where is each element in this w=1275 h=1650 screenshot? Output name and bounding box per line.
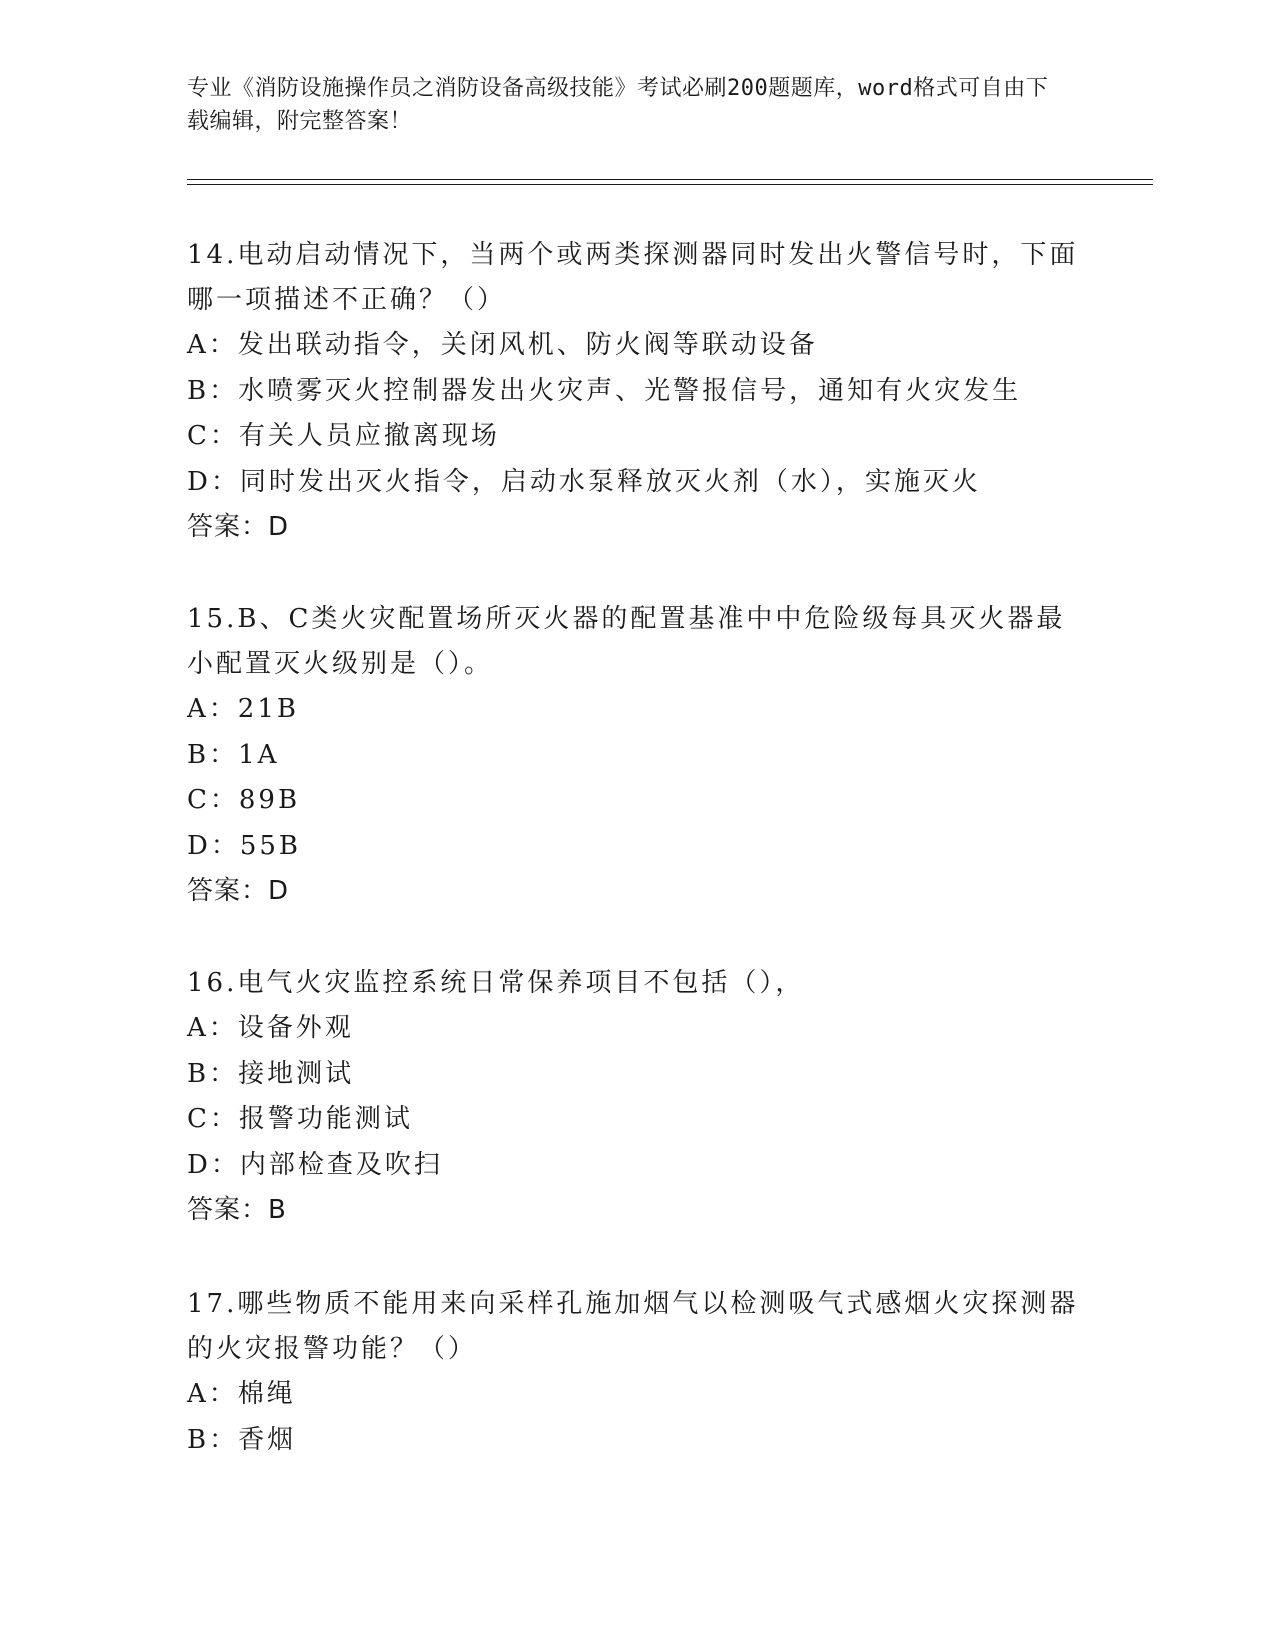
option-b: B：接地测试: [187, 1058, 355, 1089]
question-14: [187, 233, 1087, 550]
option-b: B：1A: [187, 739, 280, 770]
option-d: D：同时发出灭火指令，启动水泵释放灭火剂（水），实施灭火: [187, 466, 981, 497]
question-15: [187, 597, 1087, 914]
answer: 答案：D: [187, 512, 290, 542]
option-c: C：89B: [187, 785, 301, 815]
option-d: D：内部检查及吹扫: [187, 1149, 443, 1180]
option-d: D：55B: [187, 830, 302, 861]
question-16: [187, 961, 1087, 1233]
answer: 答案：B: [187, 1195, 287, 1225]
option-a: A：21B: [187, 694, 299, 724]
option-b: B：水喷雾灭火控制器发出火灾声、光警报信号，通知有火灾发生: [187, 375, 1022, 406]
option-b: B：香烟: [187, 1424, 297, 1455]
question-stem: 14.电动启动情况下，当两个或两类探测器同时发出火警信号时，下面哪一项描述不正确？（）: [187, 240, 1079, 315]
header-divider-top: [187, 179, 1153, 180]
option-a: A：设备外观: [187, 1013, 354, 1043]
question-stem: 16.电气火灾监控系统日常保养项目不包括（），: [187, 968, 805, 998]
question-17: [187, 1282, 1087, 1463]
question-list: [187, 233, 1087, 1463]
option-a: A：棉绳: [187, 1379, 296, 1409]
option-a: A：发出联动指令，关闭风机、防火阀等联动设备: [187, 330, 818, 360]
question-stem: 17.哪些物质不能用来向采样孔施加烟气以检测吸气式感烟火灾探测器的火灾报警功能？（）: [187, 1289, 1079, 1364]
document-header: 专业《消防设施操作员之消防设备高级技能》考试必刷200题题库，word格式可自由下载编辑，附完整答案！: [187, 76, 1049, 134]
option-c: C：有关人员应撤离现场: [187, 421, 500, 451]
answer: 答案：D: [187, 876, 290, 906]
header-divider-bottom: [187, 184, 1153, 185]
question-stem: 15.B、C类火灾配置场所灭火器的配置基准中中危险级每具灭火器最小配置灭火级别是（）。: [187, 604, 1066, 679]
option-c: C：报警功能测试: [187, 1104, 413, 1134]
